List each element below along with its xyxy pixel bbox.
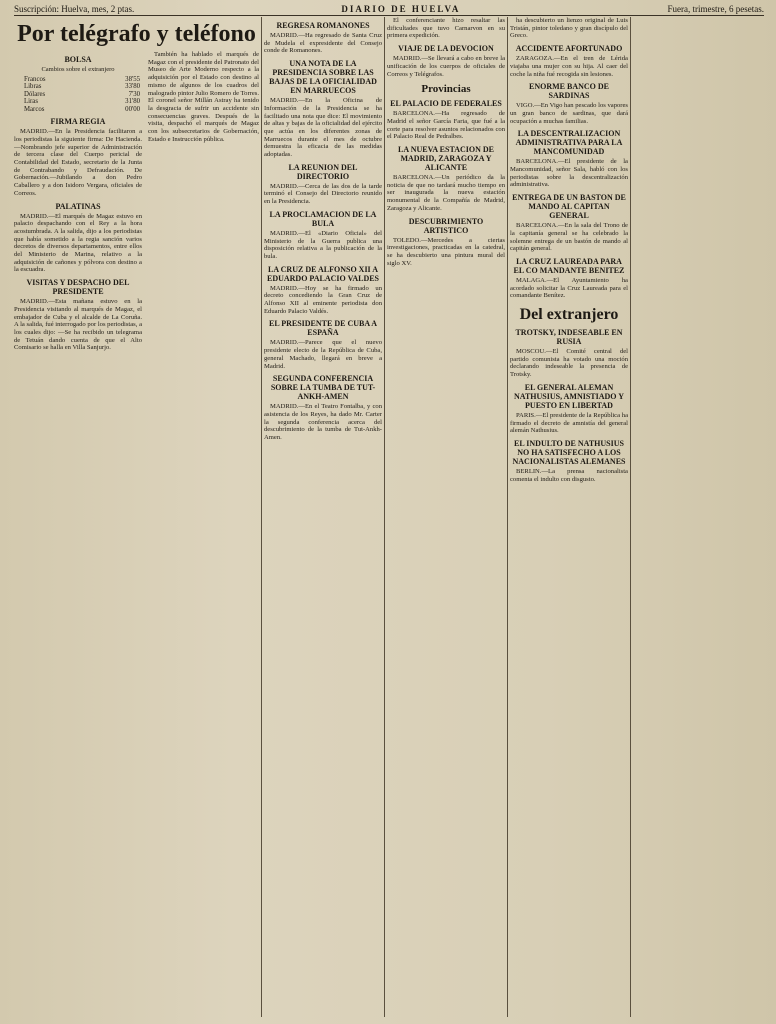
article-text: ZARAGOZA.—En el tren de Lérida viajaba una mujer con su hija. Al caer del coche la niña fué recogida sin lesiones. xyxy=(510,55,628,78)
table-row: Francos 38'55 xyxy=(24,75,140,83)
article-title: LA CRUZ DE ALFONSO XII A EDUARDO PALACIO VALDES xyxy=(266,264,380,283)
article-title: EL INDULTO DE NATHUSIUS NO HA SATISFECHO A LOS NACIONALISTAS ALEMANES xyxy=(512,438,626,466)
article-title: LA CRUZ LAUREADA PARA EL CO MANDANTE BENITEZ xyxy=(513,256,625,275)
bolsa-title: BOLSA xyxy=(64,55,92,64)
subscription-note: Suscripción: Huelva, mes, 2 ptas. xyxy=(14,4,135,14)
article-title: LA NUEVA ESTACION DE MADRID, ZARAGOZA Y ALICANTE xyxy=(398,145,494,173)
article-title: LA PROCLAMACION DE LA BULA xyxy=(269,209,377,228)
section-extranjero: Del extranjero xyxy=(519,306,619,324)
article-title: LA REUNION DEL DIRECTORIO xyxy=(288,162,358,181)
column-rule xyxy=(507,17,508,1017)
column-3 xyxy=(387,17,505,1017)
article-text: MADRID.—En el Teatro Fontalba, y con asistencia de los Reyes, ha dado Mr. Carter la segunda conferencia acerca del descubrimiento de la tumba de Tut-Ankh-Amen. xyxy=(264,403,382,442)
article-title: REGRESA ROMANONES xyxy=(276,21,370,30)
table-row: Libras 33'80 xyxy=(24,83,140,91)
article-title: ENORME BANCO DE SARDINAS xyxy=(528,82,609,101)
table-row: Marcos 00'00 xyxy=(24,105,140,113)
article-title: VIAJE DE LA DEVOCION xyxy=(398,44,494,54)
subscription-outside: Fuera, trimestre, 6 pesetas. xyxy=(667,4,764,14)
article-text: MADRID.—El «Diario Oficial» del Ministerio de la Guerra publica una disposición relativa a la publicación de la bula. xyxy=(264,229,382,260)
article-text: BARCELONA.—Un periódico da la noticia de que no tardará mucho tiempo en ser inaugurada la nueva estación monumental de la Compañía de Madrid, Zaragoza y Alicante. xyxy=(387,174,505,212)
bolsa-table xyxy=(22,76,142,114)
article-text: BARCELONA.—Ha regresado de Madrid el señor García Faria, que fué a la corte para resolver asuntos relacionados con el Palacio Real de Pedralbes. xyxy=(387,110,505,141)
column-2 xyxy=(264,17,382,729)
article-text: MADRID.—Hoy se ha firmado un decreto concediendo la Gran Cruz de Alfonso XII al eminente periodista don Eduardo Palacio Valdés. xyxy=(264,284,382,315)
article-title: SEGUNDA CONFERENCIA SOBRE LA TUMBA DE TUT-ANKH-AMEN xyxy=(270,374,376,402)
headline: Por telégrafo y teléfono xyxy=(17,21,256,47)
visitas-title: VISITAS Y DESPACHO DEL PRESIDENTE xyxy=(26,278,130,297)
article-title: ENTREGA DE UN BASTON DE MANDO AL CAPITAN GENERAL xyxy=(512,193,626,221)
article-title: EL PALACIO DE FEDERALES xyxy=(390,99,502,109)
article-text: ha descubierto un lienzo original de Luis Tristán, pintor toledano y gran discípulo del Greco. xyxy=(510,17,628,40)
article-text: MADRID.—Ha regresado de Santa Cruz de Mudela el expresidente del Consejo conde de Romanones. xyxy=(264,32,382,55)
article-text: PARIS.—El presidente de la República ha firmado el decreto de amnistía del general alemán Nathusius. xyxy=(510,411,628,435)
article-text: MADRID.—Parece que el nuevo presidente electo de la República de Cuba, general Machado, llegará en breve a Madrid. xyxy=(264,339,382,370)
table-row: Liras 31'80 xyxy=(24,98,140,106)
article-text: MOSCOU.—El Comité central del partido comunista ha votado una moción declarando indeseable la presencia de Trotsky. xyxy=(510,348,628,379)
visitas-text: MADRID.—Esta mañana estuvo en la Presidencia visitando al marqués de Magaz, el embajador de Cuba y el alcalde de La Coruña. A la salida, fué interrogado por los periodistas, a los cuales dijo: —Se ha recibido un telegrama de Tetuán dando cuenta de que el Alto Comisario se halla en Villa Sanjurjo. xyxy=(14,298,142,352)
article-title: EL PRESIDENTE DE CUBA A ESPAÑA xyxy=(268,319,378,338)
article-text: VIGO.—En Vigo han pescado los vapores un gran banco de sardinas, que dará ocupación a muchas familias. xyxy=(510,102,628,125)
column-telegrafo xyxy=(14,17,259,729)
article-title: LA DESCENTRALIZACION ADMINISTRATIVA PARA LA MANCOMUNIDAD xyxy=(515,129,623,157)
article-text: También ha hablado el marqués de Magaz con el presidente del Patronato del Museo de Arte Moderno respecto a la adquisición por el Estado con destino al mismo de algunos de los cuadros del malogrado pintor Julio Romero de Torres. El coronel señor Millán Astray ha tenido la desgracia de sufrir un accidente sin consecuencias graves. Después de la visita, despachó el marqués de Magaz con los subsecretarios de Gobernación, Estado e Instrucción pública. xyxy=(148,51,259,143)
article-title: UNA NOTA DE LA PRESIDENCIA SOBRE LAS BAJAS DE LA OFICIALIDAD EN MARRUECOS xyxy=(269,59,377,96)
firma-regia-title: FIRMA REGIA xyxy=(50,117,106,127)
section-provincias: Provincias xyxy=(421,83,471,96)
article-title: EL GENERAL ALEMAN NATHUSIUS, AMNISTIADO Y PUESTO EN LIBERTAD xyxy=(513,382,625,410)
firma-regia-text: MADRID.—En la Presidencia facilitaron a los periodistas la siguiente firma: De Hacienda.—Nombrando jefe superior de Administración de tercera clase del Cuerpo pericial de Contabilidad del Estado, secretario de la Junta de Contrabando y Defraudación. De Gobernación.—Jubilando a don Pedro Caballero y a don Isidoro Vergara, oficiales de Correos. xyxy=(14,128,142,197)
article-text: MALAGA.—El Ayuntamiento ha acordado solicitar la Cruz Laureada para el comandante Benítez. xyxy=(510,276,628,300)
page-header xyxy=(14,3,764,16)
palatinas-title: PALATINAS xyxy=(55,201,101,211)
column-4 xyxy=(510,17,628,777)
article-text: BERLIN.—La prensa nacionalista comenta el indulto con disgusto. xyxy=(510,467,628,483)
article-text: MADRID.—Cerca de las dos de la tarde terminó el Consejo del Directorio reunido en la Presidencia. xyxy=(264,182,382,206)
column-rule xyxy=(630,17,631,1017)
bolsa-subtitle: Cambios sobre el extranjero xyxy=(41,66,115,73)
palatinas-text: MADRID.—El marqués de Magaz estuvo en palacio despachando con el Rey a la hora acostumbrada. A la salida, dijo a los periodistas que había sometido a la regia sanción varios decretos de diversos departamentos, entre ellos del Ministerio de Marina, relativo a la adquisición de cañones y pólvora con destino a la escuadra. xyxy=(14,212,142,274)
article-text: MADRID.—Se llevará a cabo en breve la unificación de los cuerpos de oficiales de Correos y Telégrafos. xyxy=(387,55,505,78)
article-text: El conferenciante hizo resaltar las dificultades que tuvo Carnarvon en su primera expedición. xyxy=(387,17,505,40)
table-row: Dólares 7'30 xyxy=(24,90,140,98)
newspaper-title: DIARIO DE HUELVA xyxy=(341,4,461,14)
column-rule xyxy=(384,17,385,1017)
article-title: ACCIDENTE AFORTUNADO xyxy=(515,44,623,54)
article-title: DESCUBRIMIENTO ARTISTICO xyxy=(408,216,484,235)
article-text: BARCELONA.—En la sala del Trono de la capitanía general se ha celebrado la solemne entrega de un bastón de mando al capitán general. xyxy=(510,222,628,253)
article-title: TROTSKY, INDESEABLE EN RUSIA xyxy=(515,328,623,347)
article-text: TOLEDO.—Mercedes a ciertas investigaciones, practicadas en la catedral, se ha descubierto una pintura mural del siglo XV. xyxy=(387,236,505,267)
article-text: BARCELONA.—El presidente de la Mancomunidad, señor Sala, habló con los periodistas sobre la descentralización administrativa. xyxy=(510,158,628,189)
column-rule xyxy=(261,17,262,1017)
article-text: MADRID.—En la Oficina de Información de la Presidencia se ha facilitado una nota que dice: El movimiento de altas y bajas de la oficialidad del ejército que actúa en los diferentes zonas de Marruecos durante el mes de octubre demuestra la eficacia de las medidas adoptadas. xyxy=(264,97,382,159)
